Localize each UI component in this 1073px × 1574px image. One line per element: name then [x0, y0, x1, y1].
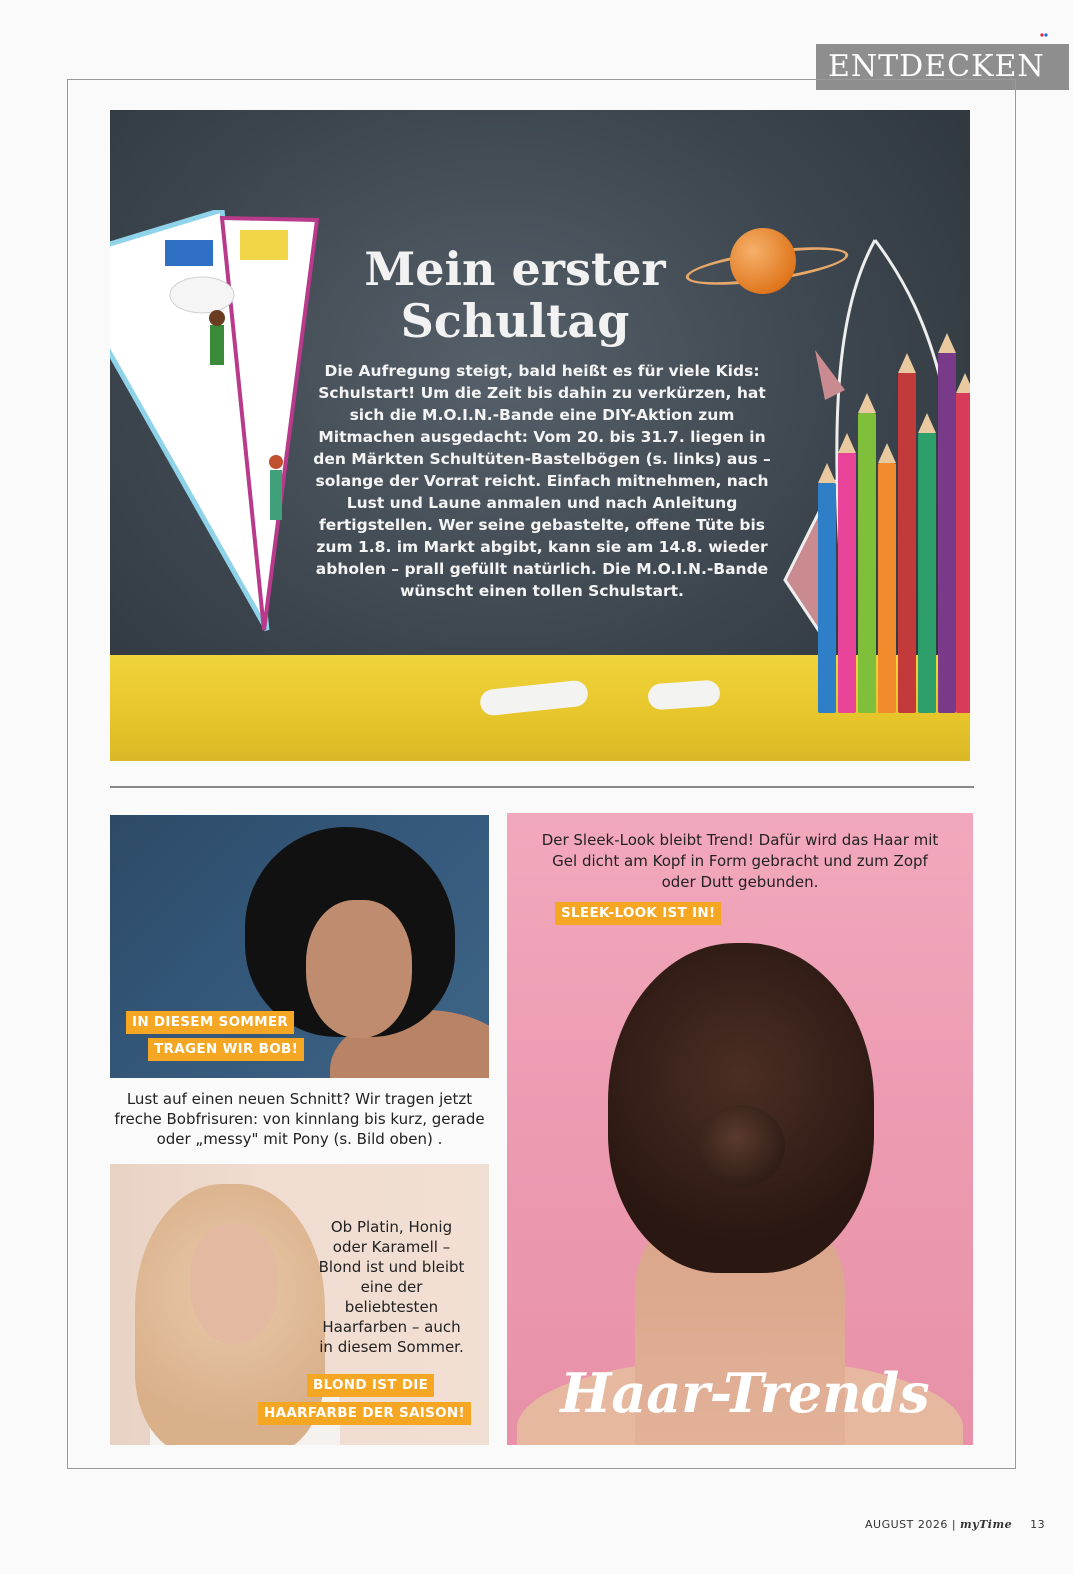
schultag-hero [110, 110, 970, 761]
sleek-tag: SLEEK-LOOK IST IN! [555, 902, 721, 925]
magazine-brand: myTime [960, 1518, 1013, 1531]
blond-tag-line-1: BLOND IST DIE [307, 1374, 434, 1397]
title-line-2: Schultag [400, 294, 630, 348]
issue-date: AUGUST 2026 | [865, 1518, 957, 1531]
title-line-1: Mein erster [364, 242, 666, 296]
bob-tag-line-1: IN DIESEM SOMMER [126, 1011, 294, 1034]
schultuete-bastelbogen [110, 210, 322, 640]
chalk-piece [647, 680, 721, 711]
haar-trends-title: Haar-Trends [560, 1361, 930, 1425]
article-title [315, 243, 715, 347]
sleek-look-panel [507, 813, 973, 1445]
section-tab: ENTDECKEN [816, 44, 1069, 90]
corner-mark [1040, 33, 1048, 37]
blond-hair-panel [110, 1164, 489, 1445]
bob-hairstyle-photo [110, 815, 489, 1078]
article-body: Die Aufregung steigt, bald heißt es für viele Kids: Schulstart! Um die Zeit bis dahin zu verkürzen, hat sich die M.O.I.N.-Bande eine DIY-Aktion zum Mitmachen ausgedacht: Vom 20. bis 31.7. liegen in den Märkten Schultüten-Bastelbögen (s. links) aus – solange der Vorrat reicht. Einfach mitnehmen, nach Lust und Laune anmalen und nach Anleitung fertigstellen. Wer seine gebastelte, offene Tüte bis zum 1.8. im Markt abgibt, kann sie am 14.8. wieder abholen – prall gefüllt natürlich. Die M.O.I.N.-Bande wünscht einen tollen Schulstart. [313, 362, 771, 600]
bob-tag-line-2: TRAGEN WIR BOB! [148, 1038, 304, 1061]
sleek-text: Der Sleek-Look bleibt Trend! Dafür wird das Haar mit Gel dicht am Kopf in Form gebracht und zum Zopf oder Dutt gebunden. [541, 831, 939, 891]
page-footer [865, 1518, 1045, 1531]
bob-caption: Lust auf einen neuen Schnitt? Wir tragen jetzt freche Bobfrisuren: von kinnlang bis kurz, gerade oder „messy" mit Pony (s. Bild oben) . [114, 1090, 485, 1148]
blond-text: Ob Platin, Honig oder Karamell – Blond ist und bleibt eine der beliebtesten Haarfarben – auch in diesem Sommer. [318, 1218, 465, 1356]
page-number: 13 [1030, 1518, 1046, 1531]
blond-tag-line-2: HAARFARBE DER SAISON! [258, 1402, 471, 1425]
section-divider [110, 786, 974, 788]
